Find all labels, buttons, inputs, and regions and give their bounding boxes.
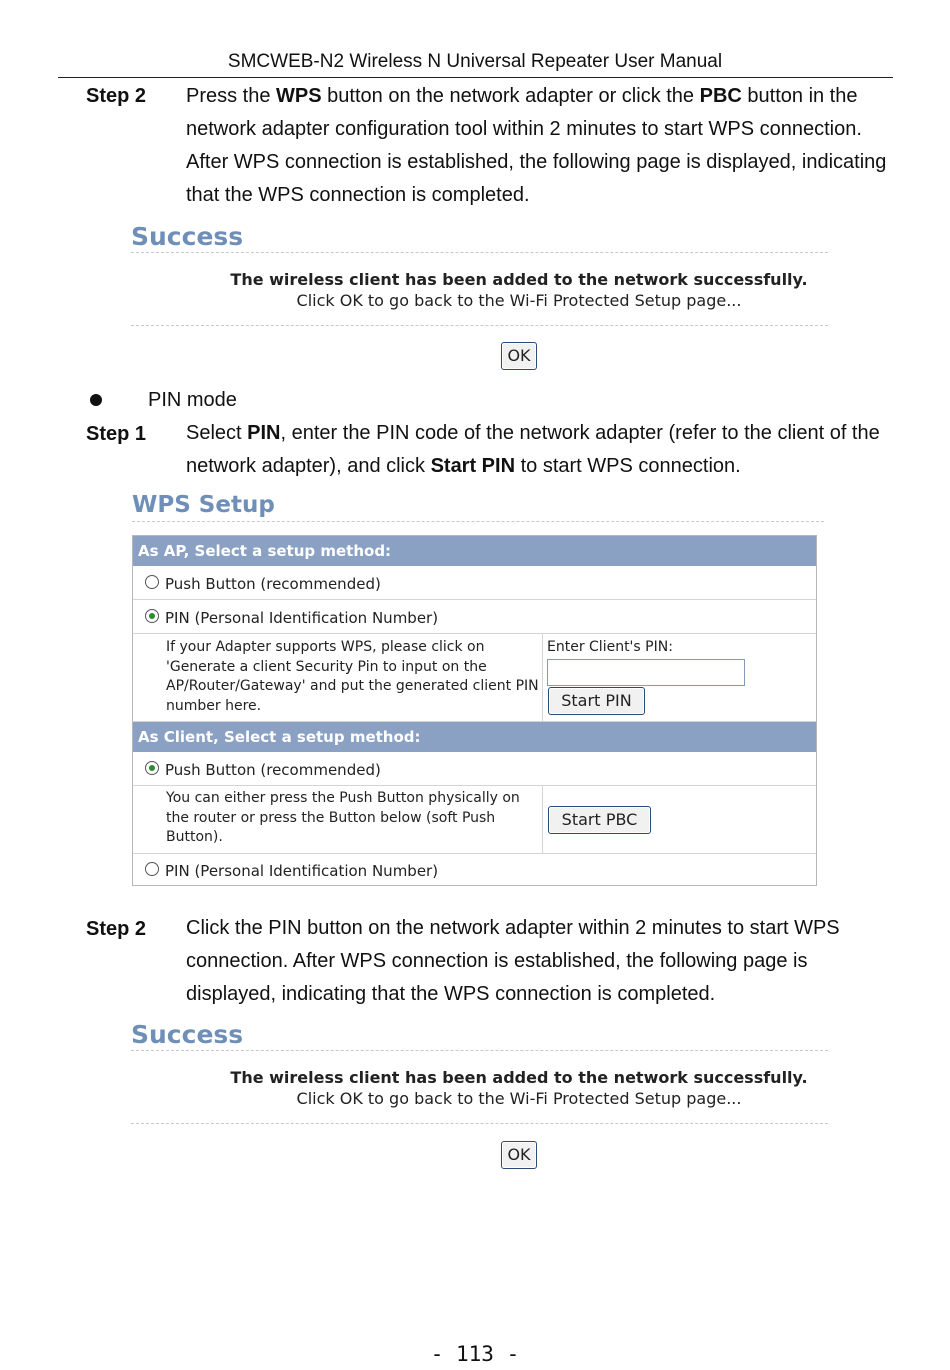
divider	[131, 1050, 828, 1051]
ap-pin-radio[interactable]	[145, 609, 159, 623]
start-pin-button[interactable]: Start PIN	[548, 687, 645, 715]
divider	[132, 521, 824, 522]
ap-pin-description: If your Adapter supports WPS, please click on 'Generate a client Security Pin to input on the AP/Router/Gateway' and put the generated client PIN number here.	[166, 639, 539, 714]
success-hint: Click OK to go back to the Wi-Fi Protected Setup page...	[296, 1089, 742, 1108]
client-pin-input[interactable]	[547, 659, 745, 686]
ok-button[interactable]: OK	[501, 1141, 537, 1169]
ap-push-radio[interactable]	[145, 575, 159, 589]
divider	[131, 325, 828, 326]
step-2-label: Step 2	[86, 85, 147, 107]
ap-pin-row	[133, 600, 816, 634]
client-push-radio[interactable]	[145, 761, 159, 775]
step-1-label: Step 1	[86, 423, 147, 445]
ap-pin-label: PIN (Personal Identification Number)	[165, 609, 439, 627]
success-hint: Click OK to go back to the Wi-Fi Protected Setup page...	[296, 291, 742, 310]
wps-setup-title: WPS Setup	[132, 492, 275, 518]
client-push-label: Push Button (recommended)	[165, 761, 381, 779]
client-push-detail-row	[133, 786, 816, 854]
success-title: Success	[131, 1020, 244, 1049]
client-section-header: As Client, Select a setup method:	[133, 722, 816, 752]
success-message: The wireless client has been added to the network successfully.	[230, 270, 808, 289]
column-divider	[542, 634, 543, 721]
wps-setup-table	[132, 535, 817, 886]
ap-section-header: As AP, Select a setup method:	[133, 536, 816, 566]
step-2-pin-text: Click the PIN button on the network adapter within 2 minutes to start WPS connection. After WPS connection is established, the following page is displayed, indicating that the WPS connection is completed.	[186, 917, 840, 1005]
success-title: Success	[131, 222, 244, 251]
step-2-text: Press the WPS button on the network adapter or click the PBC button in the network adapter configuration tool within 2 minutes to start WPS connection. After WPS connection is established, the following page is displayed, indicating that the WPS connection is completed.	[186, 85, 887, 206]
step-2-pin-label: Step 2	[86, 918, 147, 940]
start-pbc-button[interactable]: Start PBC	[548, 806, 651, 834]
header-divider	[58, 77, 893, 78]
client-pin-option-label: PIN (Personal Identification Number)	[165, 862, 439, 880]
step-1-text: Select PIN, enter the PIN code of the network adapter (refer to the client of the network adapter), and click Start PIN to start WPS connection.	[186, 422, 880, 477]
pin-mode-label: PIN mode	[148, 389, 237, 411]
client-push-button-row	[133, 752, 816, 786]
ap-pin-detail-row	[133, 634, 816, 722]
page-number: - 113 -	[430, 1342, 520, 1366]
client-pin-label: Enter Client's PIN:	[547, 639, 673, 655]
divider	[131, 1123, 828, 1124]
ap-push-button-row	[133, 566, 816, 600]
success-message: The wireless client has been added to the network successfully.	[230, 1068, 808, 1087]
column-divider	[542, 786, 543, 853]
bullet-icon	[90, 394, 102, 406]
client-pin-radio[interactable]	[145, 862, 159, 876]
manual-header-title: SMCWEB-N2 Wireless N Universal Repeater User Manual	[227, 51, 723, 72]
client-push-description: You can either press the Push Button physically on the router or press the Button below (soft Push Button).	[166, 790, 520, 845]
ap-push-label: Push Button (recommended)	[165, 575, 381, 593]
client-pin-row	[133, 854, 816, 885]
ok-button[interactable]: OK	[501, 342, 537, 370]
divider	[131, 252, 828, 253]
